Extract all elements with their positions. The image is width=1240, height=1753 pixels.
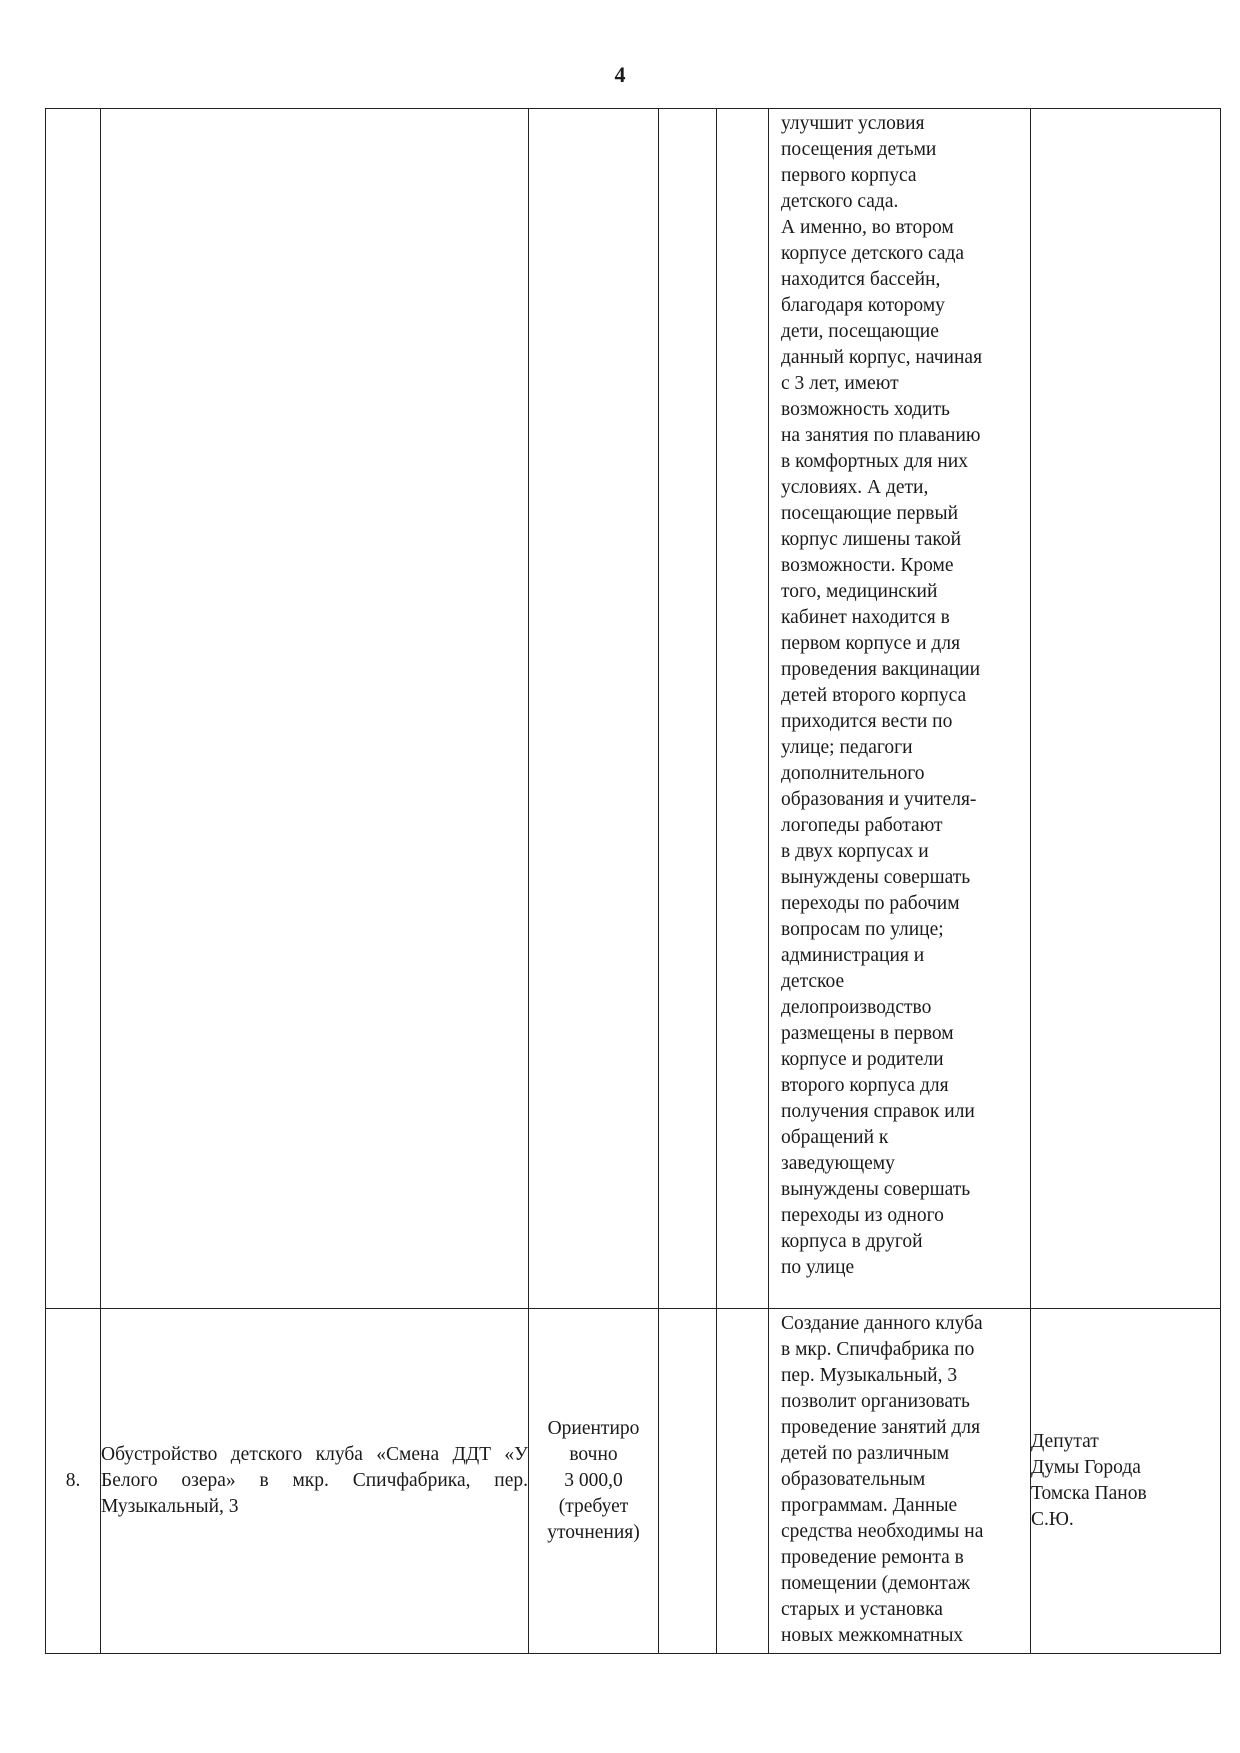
justification-line: дети, посещающие bbox=[781, 321, 939, 342]
justification-line: посещения детьми bbox=[781, 139, 937, 160]
justification-line: приходится вести по bbox=[781, 711, 953, 732]
cell-empty-a bbox=[659, 1309, 717, 1654]
justification-line: возможности. Кроме bbox=[781, 555, 954, 576]
justification-line: пер. Музыкальный, 3 bbox=[781, 1365, 958, 1386]
justification-line: первого корпуса bbox=[781, 165, 917, 186]
justification-line: дополнительного bbox=[781, 763, 925, 784]
cell-initiator bbox=[1031, 109, 1221, 1309]
justification-line: детское bbox=[781, 971, 845, 992]
justification-line: программам. Данные bbox=[781, 1495, 958, 1516]
justification-line: переходы из одного bbox=[781, 1205, 944, 1226]
amount-line: вочно bbox=[569, 1444, 618, 1465]
justification-line: улице; педагоги bbox=[781, 737, 913, 758]
justification-line: новых межкомнатных bbox=[781, 1625, 964, 1646]
justification-text bbox=[769, 109, 1030, 1285]
justification-line: корпусе и родители bbox=[781, 1049, 944, 1070]
initiator-line: С.Ю. bbox=[1031, 1509, 1074, 1530]
cell-empty-a bbox=[659, 109, 717, 1309]
table-row-8 bbox=[46, 1309, 1221, 1654]
justification-line: корпус лишены такой bbox=[781, 529, 962, 550]
justification-text bbox=[769, 1309, 1030, 1653]
justification-line: второго корпуса для bbox=[781, 1075, 949, 1096]
cell-number bbox=[46, 109, 101, 1309]
justification-line: по улице bbox=[781, 1257, 855, 1278]
item-initiator bbox=[1031, 1309, 1221, 1654]
justification-line: средства необходимы на bbox=[781, 1521, 984, 1542]
cell-name bbox=[101, 109, 529, 1309]
justification-line: администрация и bbox=[781, 945, 925, 966]
justification-line: образования и учителя- bbox=[781, 789, 977, 810]
justification-line: благодаря которому bbox=[781, 295, 945, 316]
justification-line: размещены в первом bbox=[781, 1023, 954, 1044]
proposals-table bbox=[45, 108, 1221, 1654]
justification-line: того, медицинский bbox=[781, 581, 938, 602]
justification-line: заведующему bbox=[781, 1153, 895, 1174]
justification-line: находится бассейн, bbox=[781, 269, 941, 290]
justification-line: вынуждены совершать bbox=[781, 1179, 971, 1200]
justification-line: проведение ремонта в bbox=[781, 1547, 964, 1568]
justification-line: на занятия по плаванию bbox=[781, 425, 981, 446]
cell-empty-b bbox=[717, 1309, 769, 1654]
justification-line: в мкр. Спичфабрика по bbox=[781, 1339, 975, 1360]
justification-line: логопеды работают bbox=[781, 815, 943, 836]
justification-line: корпуса в другой bbox=[781, 1231, 923, 1252]
justification-line: в комфортных для них bbox=[781, 451, 968, 472]
table-row-continued bbox=[46, 109, 1221, 1309]
cell-justification bbox=[769, 1309, 1031, 1654]
justification-line: вопросам по улице; bbox=[781, 919, 944, 940]
justification-line: Создание данного клуба bbox=[781, 1313, 983, 1334]
justification-line: в двух корпусах и bbox=[781, 841, 929, 862]
justification-line: детей по различным bbox=[781, 1443, 950, 1464]
justification-line: посещающие первый bbox=[781, 503, 959, 524]
justification-line: с 3 лет, имеют bbox=[781, 373, 899, 394]
justification-line: позволит организовать bbox=[781, 1391, 970, 1412]
justification-line: улучшит условия bbox=[781, 113, 925, 134]
row-number: 8. bbox=[46, 1309, 101, 1654]
initiator-line: Думы Города bbox=[1031, 1457, 1141, 1478]
cell-empty-b bbox=[717, 109, 769, 1309]
amount-line: 3 000,0 bbox=[564, 1470, 623, 1491]
justification-line: старых и установка bbox=[781, 1599, 943, 1620]
cell-justification bbox=[769, 109, 1031, 1309]
justification-line: проведения вакцинации bbox=[781, 659, 981, 680]
justification-line: условиях. А дети, bbox=[781, 477, 929, 498]
item-amount bbox=[529, 1309, 659, 1654]
initiator-line: Депутат bbox=[1031, 1431, 1099, 1452]
justification-line: А именно, во втором bbox=[781, 217, 954, 238]
justification-line: возможность ходить bbox=[781, 399, 950, 420]
justification-line: обращений к bbox=[781, 1127, 889, 1148]
cell-amount bbox=[529, 109, 659, 1309]
justification-line: кабинет находится в bbox=[781, 607, 950, 628]
justification-line: корпусе детского сада bbox=[781, 243, 965, 264]
initiator-line: Томска Панов bbox=[1031, 1483, 1147, 1504]
page-number: 4 bbox=[614, 62, 626, 87]
justification-line: переходы по рабочим bbox=[781, 893, 960, 914]
amount-line: (требует bbox=[558, 1496, 629, 1517]
justification-line: данный корпус, начиная bbox=[781, 347, 983, 368]
justification-line: делопроизводство bbox=[781, 997, 932, 1018]
justification-line: детского сада. bbox=[781, 191, 899, 212]
justification-line: образовательным bbox=[781, 1469, 926, 1490]
amount-line: Ориентиро bbox=[547, 1418, 640, 1439]
justification-line: детей второго корпуса bbox=[781, 685, 967, 706]
item-name: Обустройство детского клуба «Смена ДДТ «У Белого озера» в мкр. Спичфабрика, пер. Музыкальный, 3 bbox=[101, 1309, 529, 1654]
justification-line: помещении (демонтаж bbox=[781, 1573, 971, 1594]
justification-line: проведение занятий для bbox=[781, 1417, 981, 1438]
amount-line: уточнения) bbox=[547, 1522, 640, 1543]
justification-line: вынуждены совершать bbox=[781, 867, 971, 888]
justification-line: получения справок или bbox=[781, 1101, 975, 1122]
justification-line: первом корпусе и для bbox=[781, 633, 961, 654]
